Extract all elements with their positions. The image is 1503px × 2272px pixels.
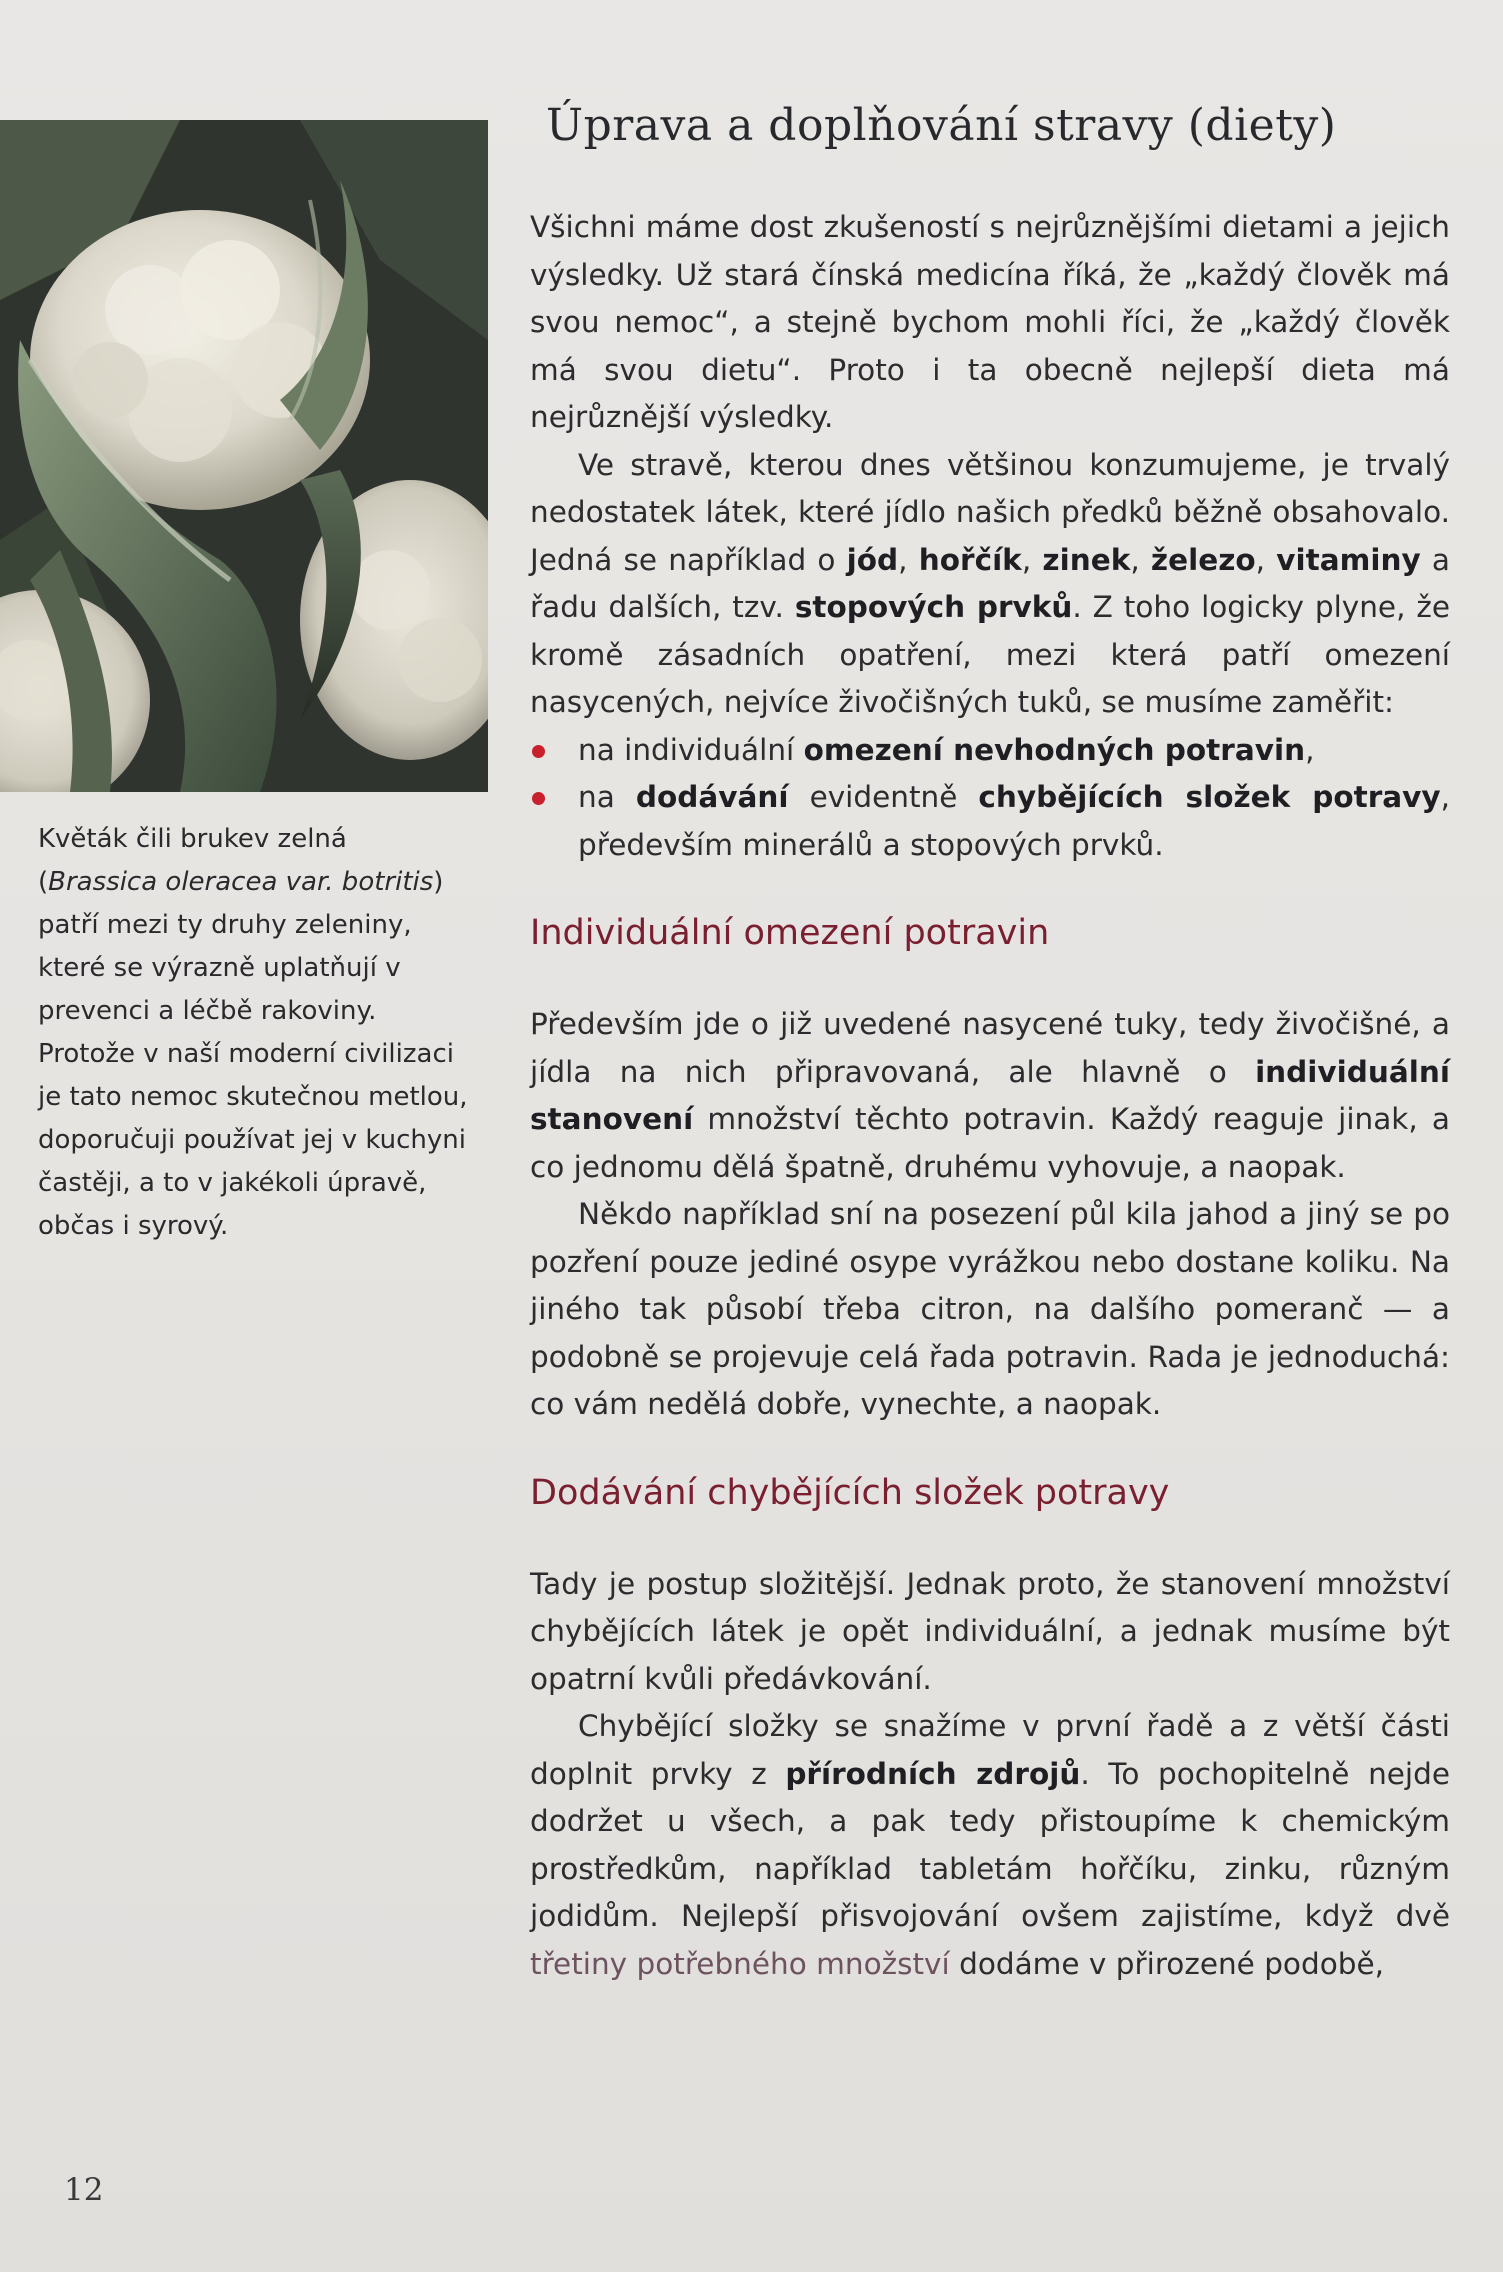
- intro-paragraph-2: [530, 442, 1450, 727]
- section-heading-dodavani: Dodávání chybějících složek potravy: [530, 1472, 1170, 1513]
- photo-caption: [38, 818, 468, 1248]
- bold-term-vitaminy: vitaminy: [1276, 542, 1421, 577]
- section-dodavani: [530, 1561, 1450, 1989]
- section1-paragraph-1: [530, 1001, 1450, 1191]
- bold-term-stopove-prvky: stopových prvků: [794, 590, 1073, 624]
- bullet-item: [578, 774, 1450, 869]
- text-run: , především minerálů a stopových prvků.: [578, 780, 1451, 862]
- bold-term: omezení nevhodných potravin: [803, 732, 1306, 767]
- section1-paragraph-2: Někdo například sní na posezení půl kila jahod a jiný se po pozření pouze jediné osype vyrážkou nebo dostane koliku. Na jiného tak působí třeba citron, na dalšího pomeranč — a podobně se projevuje celá řada potravin. Rada je jednoduchá: co vám nedělá dobře, vynechte, a naopak.: [530, 1197, 1450, 1421]
- bold-term: dodávání: [635, 780, 789, 814]
- caption-latin-name: Brassica oleracea var. botritis: [48, 867, 434, 897]
- text-run: na individuální: [578, 732, 804, 767]
- text-run: a řadu dalších, tzv.: [530, 542, 1450, 624]
- bold-term-horcik: hořčík: [918, 542, 1022, 577]
- text-run: . Z toho logicky plyne, že kromě zásadních opatření, mezi která patří omezení nasycených, nejvíce živočišných tuků, se musíme zaměřit:: [530, 590, 1450, 719]
- section2-paragraph-2: [530, 1703, 1450, 1988]
- caption-text: [38, 818, 468, 1248]
- bold-term: individuální stanovení: [530, 1054, 1450, 1136]
- intro-paragraph-1: Všichni máme dost zkušeností s nejrůznějšími dietami a jejich výsledky. Už stará čínská medicína říká, že „každý člověk má svou nemoc“, a stejně bychom mohli říci, že „každý člověk má svou dietu“. Proto i ta obecně nejlepší dieta má nejrůznější výsledky.: [530, 210, 1450, 434]
- cauliflower-photo: [0, 120, 488, 792]
- bold-term-jod: jód: [846, 542, 899, 577]
- text-run: ,: [1021, 542, 1043, 577]
- bullet-list: [530, 727, 1450, 870]
- caption-body: ) patří mezi ty druhy zeleniny, které se výrazně uplatňují v prevenci a léčbě rakoviny. Protože v naší moderní civilizaci je tato nemoc skutečnou metlou, doporučuji používat jej v kuchyni častěji, a to v jakékoli úpravě, občas i syrový.: [38, 867, 468, 1241]
- text-run: Především jde o již uvedené nasycené tuky, tedy živočišné, a jídla na nich připravovaná, ale hlavně o: [530, 1007, 1450, 1089]
- text-run: dodáme v přirozené podobě,: [949, 1946, 1385, 1981]
- text-run: ,: [898, 542, 919, 577]
- bold-term-zelezo: železo: [1150, 542, 1256, 577]
- text-run: ,: [1255, 542, 1277, 577]
- bold-term: chybějících složek potravy: [978, 780, 1441, 814]
- text-run: Chybějící složky se snažíme v první řadě a z větší části doplnit prvky z: [530, 1709, 1450, 1791]
- bullet-item: [578, 727, 1450, 775]
- bold-term: přírodních zdrojů: [785, 1756, 1081, 1791]
- page-number: 12: [64, 2172, 104, 2208]
- text-run: na: [578, 780, 636, 814]
- page-title: Úprava a doplňování stravy (diety): [546, 100, 1337, 151]
- intro-section: [530, 204, 1450, 869]
- main-column: [530, 96, 1450, 1988]
- bold-term-zinek: zinek: [1042, 542, 1131, 577]
- section-omezeni: [530, 1001, 1450, 1429]
- section2-paragraph-1: Tady je postup složitější. Jednak proto, že stanovení množství chybějících látek je opět individuální, a jednak musíme být opatrní kvůli předávkování.: [530, 1566, 1450, 1696]
- caption-lead: Květák čili brukev zelná (: [38, 824, 347, 897]
- text-run: ,: [1130, 542, 1151, 577]
- section-heading-omezeni: Individuální omezení potravin: [530, 913, 1050, 953]
- faded-text-run: třetiny potřebného množství: [530, 1946, 950, 1981]
- cauliflower-illustration: [0, 120, 488, 792]
- text-run: množství těchto potravin. Každý reaguje jinak, a co jednomu dělá špatně, druhému vyhovuje, a naopak.: [530, 1102, 1450, 1184]
- text-run: ,: [1305, 732, 1315, 767]
- text-run: evidentně: [788, 780, 979, 814]
- text-run: Ve stravě, kterou dnes většinou konzumujeme, je trvalý nedostatek látek, které jídlo našich předků běžně obsahovalo. Jedná se například o: [530, 447, 1450, 577]
- text-run: . To pochopitelně nejde dodržet u všech, a pak tedy přistoupíme k chemickým prostředkům, například tabletám hořčíku, zinku, různým jodidům. Nejlepší přisvojování ovšem zajistíme, když dvě: [530, 1756, 1450, 1933]
